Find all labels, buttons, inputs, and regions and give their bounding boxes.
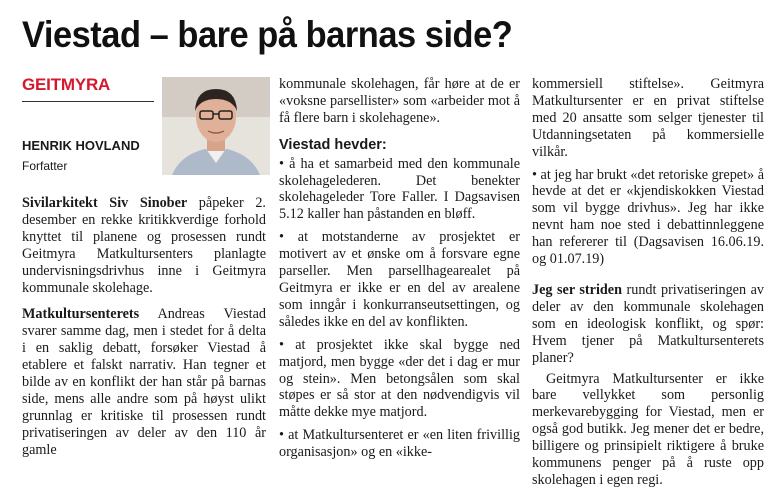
subheading: Viestad hevder: — [279, 136, 387, 153]
paragraph: kommersiell stiftelse». Geitmyra Matkultursenter er en privat stiftelse med 20 ansatte som selger tjenester til Utdanningsetaten på kommersielle vilkår. — [532, 76, 764, 160]
section-divider — [22, 101, 154, 102]
lead-in: Sivilarkitekt Siv Sinober — [22, 195, 188, 211]
paragraph-text: påpeker 2. desember en rekke kritikkverdige forhold knyttet til planene og prosessen rundt Geitmyra Matkultursenters planlagte undervisningsdrivhus inne i Geitmyra kommunale skolehage. — [22, 195, 266, 296]
byline — [22, 77, 266, 187]
column-3 — [532, 76, 764, 489]
column-1 — [22, 76, 266, 459]
paragraph-text: Andreas Viestad svarer samme dag, men i stedet for å delta i en saklig debatt, forsøker Viestad å etablere et falskt narrativ. Han tegner et bilde av en konflikt der han står på barnas side, mens alle andre som på høyst ulikt grunnlag er kritiske til prosessen rundt privatiseringen av deler av den 110 år gamle — [22, 306, 266, 458]
author-name: HENRIK HOVLAND — [22, 137, 140, 153]
paragraph: kommunale skolehagen, får høre at de er «voksne parsellister» som «arbeider mot å få flere barn i skolehagene». — [279, 76, 520, 126]
author-role: Forfatter — [22, 158, 68, 173]
column-2 — [279, 76, 520, 461]
headline: Viestad – bare på barnas side? — [22, 14, 513, 55]
paragraph — [532, 282, 764, 367]
section-tag: GEITMYRA — [22, 75, 111, 94]
portrait-icon — [162, 77, 270, 175]
bullet-item: • at prosjektet ikke skal bygge ned matjord, men bygge «der det i dag er mur og stein». Men betongsålen som skal støpes er så stor at den nødvendigvis vil måtte dekke mye matjord. — [279, 336, 520, 421]
paragraph-text: rundt privatiseringen av deler av den kommunale skolehagen som en ideologisk konflikt, og spør: Hvem tjener på Matkultursenterets planer? — [532, 281, 764, 366]
paragraph — [22, 306, 266, 458]
paragraph: Geitmyra Matkultursenter er ikke bare vellykket som personlig merkevarebygging for Viestad, men er også god butikk. Jeg mener det er bedre, billigere og prinsipielt riktigere å bruke kommunens penger på å ruste opp skolehagen i egen regi. — [532, 370, 764, 488]
bullet-item: • at Matkultursenteret er «en liten frivillig organisasjon» og en «ikke- — [279, 427, 520, 461]
bullet-item: • at motstanderne av prosjektet er motivert av et ønske om å forsvare egne parseller. Men parsellhagearealet på Geitmyra er ikke er en del av arealene som inngår i konkurranseutsettingen, og således ikke en del av konflikten. — [279, 229, 520, 330]
bullet-item: • å ha et samarbeid med den kommunale skolehagelederen. Det benekter skolehageleder Tore Faller. I Dagsavisen 5.12 kaller han påstanden en bløff. — [279, 155, 520, 223]
bullet-item: • at jeg har brukt «det retoriske grepet» å hevde at det er «kjendiskokken Viestad som vil bygge drivhus». Jeg har ikke nevnt ham noe sted i debattinnleggene han refererer til (Dagsavisen 16.06.19. og 01.07.19) — [532, 166, 764, 268]
author-portrait — [162, 77, 270, 175]
paragraph — [22, 195, 266, 296]
lead-in: Jeg ser striden — [532, 281, 622, 298]
lead-in: Matkultursenterets — [22, 306, 140, 323]
